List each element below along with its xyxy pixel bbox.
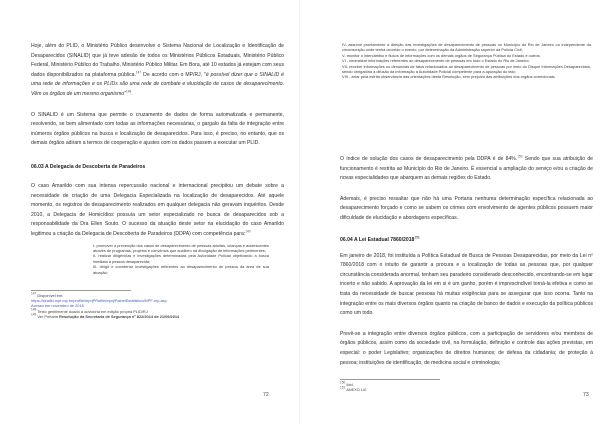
ddpa-text-1: O índice de solução dos casos de desaparecimento pela DDPA é de 84%. <box>340 156 518 162</box>
portaria-paragraph: Ademais, é preciso ressaltar que não há uma Portaria nenhuma determinação específica relacionada ao desaparecimento forçado e como se sabem os crimes com envolvimento de agentes públicos possuem maior dificuldade de elucidação e abordagens específicas. <box>340 195 593 221</box>
footnote-ref-150[interactable]: 150 <box>517 154 523 159</box>
list-item: I- promover a prevenção dos casos de desaparecimento de pessoas adultas, crianças e adolescentes através de programas, projetos e convênios que auxiliem na divulgação de informações pertinentes; <box>93 242 269 253</box>
footnote-ref-151[interactable]: 151 <box>414 234 420 239</box>
amarildo-text: O caso Amarildo com sua intensa repercussão nacional e internacional precipitou um debate sobre a necessidade de criação de uma Delegacia Especializada na localização de desaparecidos. Até aquele momento, os registros de desaparecimento realizados em qualquer delegacia não geravam inquéritos. Desde 2010, a Delegacia de Homicídios possuía um setor especializado no busca de desaparecidos sob a responsabilidade da Dra Ellen Souto. O sucesso da atuação deste setor na elucidação do caso Amarildo legitimou a criação da Delegacia de Descoberta de Paradeiros (DDPA) com competência para: <box>31 182 284 237</box>
list-item: V- monitor o intercâmbio e fluxos de informações com os demais órgãos de Segurança Pública do Estado e outros; <box>342 52 541 58</box>
integration-paragraph: Prevê-se a integração entre diversos órgãos públicos, com a participação de servidores e/ou membros de órgãos públicos, assim como da sociedade civil, na formulação, definição e controle das ações previstas, em especial: o poder Legislativo; organizações de direitos humanos; de defesa da cidadania; de proteção à pessoa; instituições de identificação, de medicina social e criminologia; <box>340 330 593 366</box>
left-column <box>31 42 284 319</box>
intro-text-2: De acordo com o MP/RJ, <box>141 71 205 78</box>
list-item: VII- receber informações ou denúncias de fatos relacionados ao desaparecimento de pessoas por meio do Disque Informações Desaparecidos, sendo obrigatória a difusão da informação à Autoridade Policial competente para a apuração do fato; <box>342 63 591 75</box>
footnote-150: $^{150}$ Ibid. <box>340 380 354 388</box>
list-item: VI - centralizar informações referentes ao desaparecimento de pessoas em todo o Estado do Rio de Janeiro; <box>342 58 530 64</box>
footnotes <box>31 290 284 319</box>
page-number-left: 72 <box>263 392 269 398</box>
footnote-ref-149[interactable]: 149 <box>245 229 251 234</box>
list-item: IV- assumir prontamente a direção das investigações de desaparecimento de pessoas no Município do Rio de Janeiro ou independente da circunscrição onde tenha ocorrido o evento, por determinação da Administração superior da Polícia Civil; <box>342 42 591 53</box>
competence-list <box>93 243 269 275</box>
intro-paragraph <box>31 42 284 100</box>
amarildo-paragraph <box>31 182 284 240</box>
footnote-link[interactable]: https://sinalid.mpf.mp.br/profile/mprjPRofile/mprj/PainelEstatistico/MPF-mp.asp <box>31 298 167 304</box>
list-item: III- dirigir e coordenar investigações referentes ao desaparecimento de pessoa da área de sua atuação; <box>93 264 269 275</box>
ddpa-paragraph <box>340 155 593 184</box>
footnote-access-date: Acesso em novembro de 2018 <box>31 303 84 309</box>
footnote-list-right <box>340 382 593 392</box>
footnote-147: $^{147}$ Disponível em: <box>31 291 64 298</box>
right-page <box>300 0 600 424</box>
intro-quote: "é possível dizer que o SINALID é uma rede de informações e os PLIDs são uma rede de combate e elucidação de casos de desaparecimento. Vêm os órgãos de um mesmo organismo" <box>31 71 284 97</box>
footnote-divider <box>340 379 440 380</box>
footnotes-right <box>340 379 593 392</box>
footnote-ref-148[interactable]: 148 <box>125 89 132 94</box>
section-heading-0604: 06.04 A Lei Estadual 7860/2018$^{151}$ <box>340 234 420 243</box>
section-heading-0603: 06.03 A Delegacia de Descoberta de Paradeiros <box>31 163 146 170</box>
list-item: VIII - zelar pela estrita observância das orientações desta Resolução, sem prejuízo das atribuições dos órgãos correcionais. <box>342 74 556 80</box>
law-paragraph: Em janeiro de 2018, foi instituída a Política Estadual de Busca de Pessoas Desaparecidas, por meio da Lei nº 7860/2018 com o intuito de garantir a procura e a localização de todas as pessoas que, por qualquer circunstância considerada anormal, tenham seu paradeiro considerado desconhecido, encontrando-se em lugar incerto e não sabido. A aprovação da lei em si é um ganho, porém é imprescindível torná-la efetiva e como se trata da necessidade de buscar pessoas há muitas exigências para se assegurar que isso ocorra. Tanto na integração entre os mais diversos órgãos quanto na criação de banco de dados e execução da política públicos como um todo. <box>340 252 593 317</box>
footnote-list <box>31 293 284 319</box>
competence-list-cont <box>342 42 591 80</box>
list-item: II- realizar diligências e investigações determinadas pela Autoridade Policial objetivando a busca imediata à pessoa desaparecida; <box>93 253 269 264</box>
intro-text-1: Hoje, além do PLID, o Ministério Público desenvolve o Sistema Nacional de Localização e Identificação de Desaparecidos (SINALID) que já teve adesão de todos os Ministérios Públicos Estaduais, Ministério Público Federal, Ministério Público do Trabalho, Ministério Público Militar. Em Bora, até 10 estados já estejam com seus dados disponibilizados na plataforma pública. <box>31 43 284 78</box>
footnote-ref-147[interactable]: 147 <box>135 70 142 75</box>
sinalid-paragraph: O SINALID é um Sistema que permite o cruzamento de dados de forma automatizada e permanente, resolvendo, se bem alimentado com todas as informações necessárias, o gargalo da falta de integração entre inúmeros órgãos públicos na busca e localização de desaparecidos. Para isso, é preciso, no entanto, que os demais órgãos adiram a termos de cooperação e ajustes com os dados passem a executar um PLID. <box>31 111 284 147</box>
intro-text-3: . <box>131 90 133 97</box>
page-number-right: 73 <box>583 392 589 398</box>
footnote-151: $^{151}$ ANEXO LVI <box>340 386 367 393</box>
footnote-149: $^{149}$ Ver Portaria Resolução da Secretaria de Segurança nº 822/2014 de 21/09/2014 <box>31 312 180 319</box>
footnote-148: $^{148}$ Texto gentilmente doado à ouvidoria em edição própria PLID/RJ <box>31 307 148 314</box>
ddpa-text-2: Sendo que sua atribuição de funcionamento é restrita ao Município do Rio de Janeiro. É essencial a ampliação do serviço e/ou a criação de novas especialidades que abarquem as demais regiões do Estado. <box>340 156 593 182</box>
footnote-divider <box>31 290 131 291</box>
